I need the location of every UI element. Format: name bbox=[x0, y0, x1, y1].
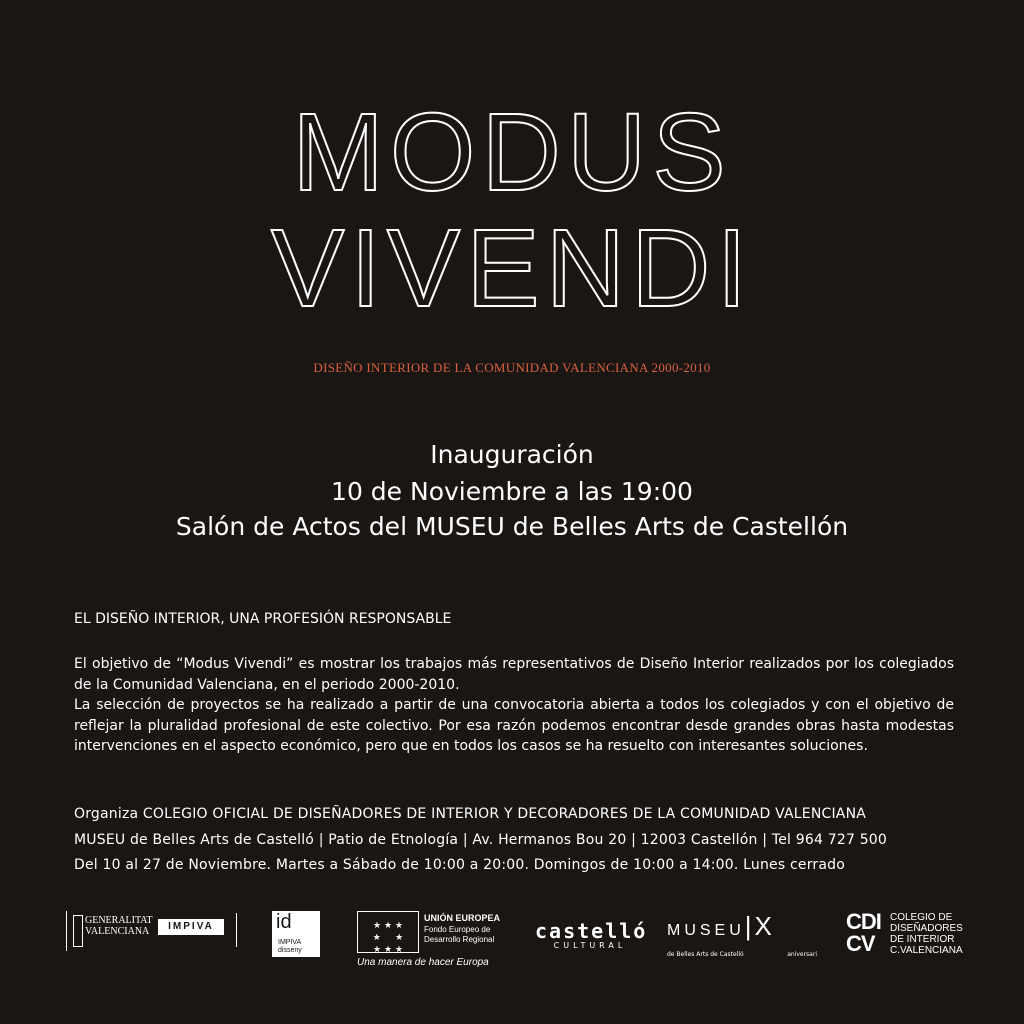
cdicv-text: COLEGIO DE DISEÑADORES DE INTERIOR C.VALENCIANA bbox=[890, 912, 963, 956]
sponsor-logos bbox=[0, 905, 1024, 975]
id-caption: IMPIVA disseny bbox=[278, 939, 302, 954]
event-label: Inauguración bbox=[430, 440, 594, 469]
castello-wordmark: castelló bbox=[535, 919, 648, 943]
paragraph-1: El objetivo de “Modus Vivendi” es mostrar los trabajos más representativos de Diseño Interior realizados por los colegiados de la Comunidad Valenciana, en el periodo 2000-2010. bbox=[74, 656, 954, 693]
generalitat-name: GENERALITAT VALENCIANA bbox=[85, 915, 153, 937]
organizer-line: Organiza COLEGIO OFICIAL DE DISEÑADORES DE INTERIOR Y DECORADORES DE LA COMUNIDAD VALENCIANA bbox=[74, 806, 867, 822]
hours-line: Del 10 al 27 de Noviembre. Martes a Sábado de 10:00 a 20:00. Domingos de 10:00 a 14:00. Lunes cerrado bbox=[74, 857, 846, 873]
eu-title: UNIÓN EUROPEA bbox=[424, 913, 501, 923]
title-line-2: VIVENDI bbox=[270, 207, 754, 330]
eu-motto: Una manera de hacer Europa bbox=[357, 957, 489, 968]
impiva-logo: IMPIVA bbox=[158, 919, 224, 935]
eu-flag-icon: ★ ★ ★ ★ ★ ★ ★ ★ bbox=[357, 911, 419, 953]
paragraph-2: La selección de proyectos se ha realizado a partir de una convocatoria abierta a todos los colegiados y con el objetivo de reflejar la pluralidad profesional de este colectivo. Por esa razón podemos encontrar desde grandes obras hasta modestas intervenciones en el aspecto económico, pero que en todos los casos se ha resuelto con interesantes soluciones. bbox=[74, 697, 954, 754]
description bbox=[74, 654, 954, 757]
event-venue: Salón de Actos del MUSEU de Belles Arts de Castellón bbox=[175, 512, 849, 541]
eu-logo bbox=[357, 911, 513, 971]
event-date: 10 de Noviembre a las 19:00 bbox=[331, 477, 693, 506]
cdicv-logo bbox=[846, 911, 966, 965]
museu-wordmark: MUSEU bbox=[667, 922, 745, 939]
generalitat-logo bbox=[66, 911, 161, 951]
castello-cultural-logo bbox=[535, 919, 648, 950]
eu-fund: Fondo Europeo de Desarrollo Regional bbox=[424, 925, 495, 944]
museu-x: X bbox=[754, 911, 775, 941]
title-line-1: MODUS bbox=[292, 91, 732, 214]
address-line: MUSEU de Belles Arts de Castelló | Patio de Etnología | Av. Hermanos Bou 20 | 12003 Castellón | Tel 964 727 500 bbox=[74, 832, 888, 848]
logo-divider bbox=[236, 913, 237, 947]
crest-icon bbox=[73, 915, 83, 947]
cdicv-mark: CDI CV bbox=[846, 909, 881, 956]
museu-caption: de Belles Arts de Castelló bbox=[667, 951, 744, 958]
section-heading: EL DISEÑO INTERIOR, UNA PROFESIÓN RESPONSABLE bbox=[74, 611, 452, 627]
id-mark: id bbox=[276, 911, 292, 933]
museu-anniversary: aniversari bbox=[787, 951, 817, 958]
castello-caption: CULTURAL bbox=[553, 941, 627, 950]
museu-logo: MUSEU|X de Belles Arts de Castelló aniversari bbox=[667, 911, 817, 958]
subtitle: DISEÑO INTERIOR DE LA COMUNIDAD VALENCIANA 2000-2010 bbox=[313, 360, 711, 375]
impiva-disseny-logo bbox=[272, 911, 320, 957]
